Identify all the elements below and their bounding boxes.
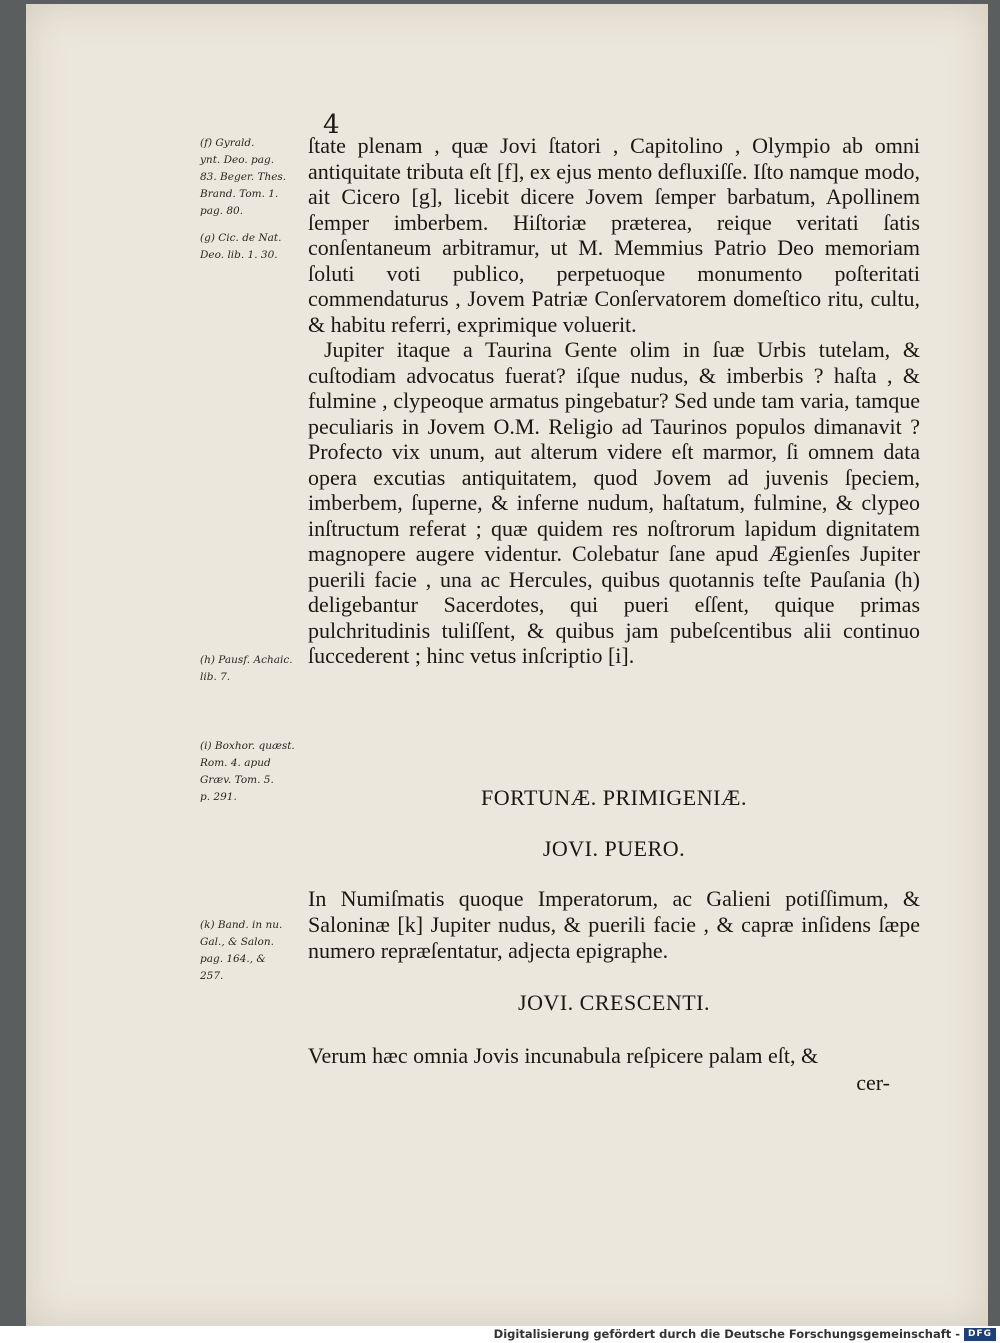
inscription-fortunae: FORTUNÆ. PRIMIGENIÆ.: [481, 785, 747, 810]
main-text: [308, 133, 920, 669]
footer-credit: Digitalisierung gefördert durch die Deutsche Forschungsgemeinschaft -: [493, 1327, 960, 1341]
dfg-logo-icon[interactable]: DFG: [964, 1328, 996, 1341]
inscription-jovi-crescenti: JOVI. CRESCENTI.: [518, 990, 710, 1015]
paragraph-2: Jupiter itaque a Taurina Gente olim in ſuæ Urbis tutelam, & cuſtodiam advocatus fuerat? iſque nudus, & imberbis ? haſta , & fulmine , clypeoque armatus pingebatur? Sed unde tam varia, tamque peculiaris in Jovem O.M. Religio ad Taurinos populos dimanavit ? Profecto vix unum, aut alterum videre eſt marmor, ſi omnem data opera excutias antiquitatem, quod Jovem ad juvenis ſpeciem, imberbem, ſuperne, & inferne nudum, haſtatum, fulmine, & clypeo inſtructum referat ; quæ quidem res noſtrorum lapidum dignitatem magnopere augere videntur. Colebatur ſane apud Ægienſes Jupiter puerili facie , una ac Hercules, quibus quotannis teſte Pauſania (h) deligebantur Sacerdotes, qui pueri eſſent, quique primas pulchritudinis tuliſſent, & quibus jam pubeſcentibus alii continuo ſuccederent ; hinc vetus inſcriptio [i].: [308, 337, 920, 668]
margin-note-k: (k) Band. in nu. Gal., & Salon. pag. 164., & 257.: [200, 919, 283, 982]
margin-note-h: (h) Pausf. Achaic. lib. 7.: [200, 654, 293, 683]
paragraph-4: Verum hæc omnia Jovis incunabula reſpicere palam eſt, &: [308, 1043, 819, 1068]
margin-note-f: (f) Gyrald. ynt. Deo. pag. 83. Beger. Thes. Brand. Tom. 1. pag. 80.: [200, 137, 287, 217]
margin-note-i: (i) Boxhor. quæst. Rom. 4. apud Græv. Tom. 5. p. 291.: [200, 740, 295, 803]
paragraph-1: ſtate plenam , quæ Jovi ſtatori , Capitolino , Olympio ab omni antiquitate tributa eſt [f], ex ejus mento defluxiſſe. Iſto namque modo, ait Cicero [g], licebit dicere Jovem ſemper barbatum, Apollinem ſemper imberbem. Hiſtoriæ præterea, reique veritati ſatis conſentaneum arbitramur, ut M. Memmius Patrio Deo memoriam ſoluti voti publico, perpetuoque monumento poſteritati commendaturus , Jovem Patriæ Conſervatorem domeſtico ritu, cultu, & habitu referri, exprimique voluerit.: [308, 133, 920, 337]
paragraph-3: In Numiſmatis quoque Imperatorum, ac Galieni potiſſimum, & Saloninæ [k] Jupiter nudus, & puerili facie , & capræ inſidens ſæpe numero repræſentatur, adjecta epigraphe.: [308, 886, 920, 963]
margin-note-g: (g) Cic. de Nat. Deo. lib. 1. 30.: [200, 232, 282, 261]
inscription-jovi-puero: JOVI. PUERO.: [542, 836, 686, 861]
page-number: 4: [323, 110, 340, 140]
footer-bar: [0, 1326, 1000, 1343]
catchword: cer-: [856, 1070, 890, 1095]
